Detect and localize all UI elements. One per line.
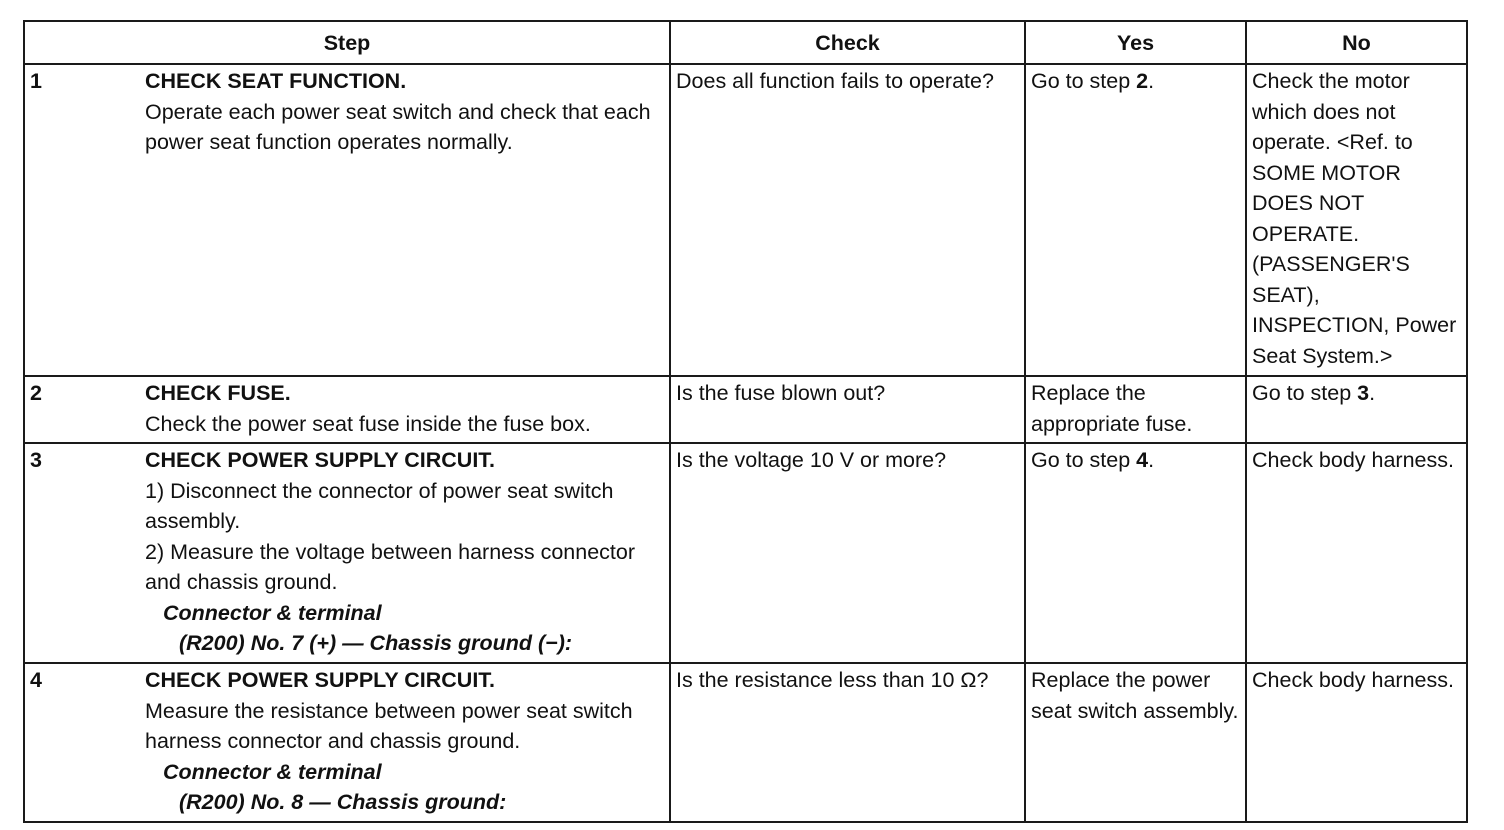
step-title: CHECK SEAT FUNCTION. bbox=[145, 69, 407, 93]
check-cell: Is the fuse blown out? bbox=[670, 376, 1025, 443]
step-cell bbox=[24, 64, 670, 376]
no-suffix: . bbox=[1369, 381, 1376, 405]
yes-step-number: 2 bbox=[1136, 69, 1149, 93]
step-description: Check the power seat fuse inside the fuse box. bbox=[145, 411, 591, 436]
connector-label: Connector & terminal bbox=[163, 600, 382, 625]
step-title: CHECK POWER SUPPLY CIRCUIT. bbox=[145, 668, 496, 692]
table-row bbox=[24, 443, 1467, 663]
connector-terminal: (R200) No. 8 — Chassis ground: bbox=[179, 790, 507, 814]
step-instruction-1: 1) Disconnect the connector of power seat switch assembly. bbox=[145, 478, 614, 533]
table-row bbox=[24, 64, 1467, 376]
step-cell bbox=[24, 376, 670, 443]
header-yes: Yes bbox=[1025, 21, 1246, 64]
yes-text: Go to step bbox=[1031, 448, 1137, 472]
yes-suffix: . bbox=[1148, 69, 1155, 93]
step-title: CHECK FUSE. bbox=[145, 381, 291, 405]
header-step: Step bbox=[24, 21, 670, 64]
connector-terminal: (R200) No. 7 (+) — Chassis ground (−): bbox=[179, 631, 573, 655]
step-description: Operate each power seat switch and check that each power seat function operates normally. bbox=[145, 99, 651, 154]
step-instruction-2: 2) Measure the voltage between harness connector and chassis ground. bbox=[145, 539, 636, 594]
no-text: Go to step bbox=[1252, 381, 1358, 405]
no-step-number: 3 bbox=[1357, 381, 1370, 405]
no-cell bbox=[1246, 376, 1467, 443]
yes-cell: Replace the power seat switch assembly. bbox=[1025, 663, 1246, 822]
check-cell: Is the resistance less than 10 Ω? bbox=[670, 663, 1025, 822]
check-cell: Is the voltage 10 V or more? bbox=[670, 443, 1025, 663]
step-cell bbox=[24, 663, 670, 822]
check-cell: Does all function fails to operate? bbox=[670, 64, 1025, 376]
step-number: 3 bbox=[30, 448, 42, 472]
step-description: Measure the resistance between power seat switch harness connector and chassis ground. bbox=[145, 698, 633, 753]
diagnostic-table bbox=[23, 20, 1468, 823]
step-cell bbox=[24, 443, 670, 663]
yes-step-number: 4 bbox=[1136, 448, 1149, 472]
table-row bbox=[24, 376, 1467, 443]
yes-cell bbox=[1025, 64, 1246, 376]
step-number: 1 bbox=[30, 69, 42, 93]
header-no: No bbox=[1246, 21, 1467, 64]
no-cell: Check the motor which does not operate. <Ref. to SOME MOTOR DOES NOT OPERATE. (PASSENGER'S SEAT), INSPECTION, Power Seat System.> bbox=[1246, 64, 1467, 376]
no-cell: Check body harness. bbox=[1246, 443, 1467, 663]
yes-cell bbox=[1025, 443, 1246, 663]
yes-suffix: . bbox=[1148, 448, 1155, 472]
connector-label: Connector & terminal bbox=[163, 759, 382, 784]
header-check: Check bbox=[670, 21, 1025, 64]
step-number: 2 bbox=[30, 381, 42, 405]
yes-text: Go to step bbox=[1031, 69, 1137, 93]
step-number: 4 bbox=[30, 668, 42, 692]
table-row bbox=[24, 663, 1467, 822]
yes-cell: Replace the appropriate fuse. bbox=[1025, 376, 1246, 443]
no-cell: Check body harness. bbox=[1246, 663, 1467, 822]
step-title: CHECK POWER SUPPLY CIRCUIT. bbox=[145, 448, 496, 472]
table-header-row bbox=[24, 21, 1467, 64]
